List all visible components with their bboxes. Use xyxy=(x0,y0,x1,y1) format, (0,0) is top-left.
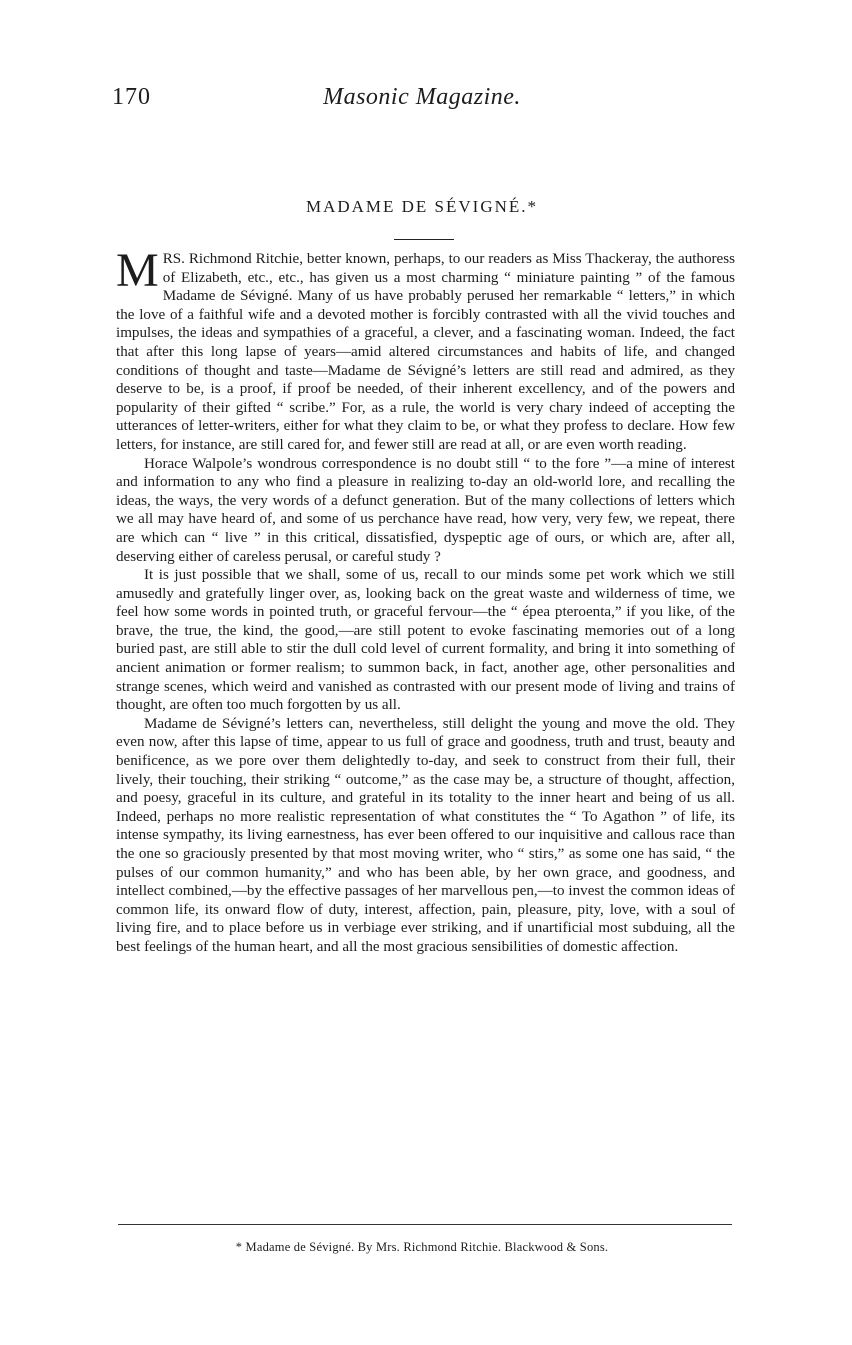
paragraph-2: Horace Walpole’s wondrous correspondence is no doubt still “ to the fore ”—a mine of interest and information to any who find a pleasure in realizing to-day an old-world lore, and recalling the ideas, the ways, the very words of a defunct generation. But of the many collections of letters which we all may have heard of, and some of us perchance have read, how very, very few, we repeat, there are which can “ live ” in this critical, dissatisfied, dyspeptic age of ours, or which are, after all, deserving either of careless perusal, or careful study ? xyxy=(116,455,735,565)
magazine-title: Masonic Magazine. xyxy=(323,84,521,110)
paragraph-4: Madame de Sévigné’s letters can, nevertheless, still delight the young and move the old. They even now, after this lapse of time, appear to us full of grace and goodness, truth and trust, beauty and benificence, as we pore over them delightedly to-day, and seek to construct from their full, their lively, their touching, their striking “ outcome,” as the case may be, a structure of thought, affection, and poesy, graceful in its culture, and grateful in its totality to the inner heart and being of us all. Indeed, perhaps no more realistic representation of what constitutes the “ To Agathon ” of life, its intense sympathy, its living earnestness, has ever been offered to our inquisitive and callous race than the one so graciously presented by that most moving writer, who “ stirs,” as some one has said, “ the pulses of our common humanity,” and who has been able, by her own grace, and goodness, and intellect combined,—by the effective passages of her marvellous pen,—to invest the common ideas of common life, its onward flow of duty, interest, affection, pain, pleasure, pity, love, with a soul of living fire, and to place before us in verbiage ever striking, and if unartificial most subduing, all the best feelings of the human heart, and all the most gracious sensibilities of domestic affection. xyxy=(116,715,735,955)
paragraph-1-text: RS. Richmond Ritchie, better known, perhaps, to our readers as Miss Thackeray, the authoress of Elizabeth, etc., etc., has given us a most charming “ miniature painting ” of the famous Madame de Sévigné. Many of us have probably perused her remarkable “ letters,” in which the love of a faithful wife and a devoted mother is forcibly contrasted with all the vivid touches and impulses, the ideas and sympathies of a graceful, a clever, and a fascinating woman. Indeed, the fact that after this long lapse of years—amid altered circumstances and habits of life, and changed conditions of thought and taste—Madame de Sévigné’s letters are still read and admired, as they deserve to be, is a proof, if proof be needed, of their inherent excellency, and of the powers and popularity of their gifted “ scribe.” For, as a rule, the world is very chary indeed of accepting the utterances of letter-writers, either for what they claim to be, or what they profess to declare. How few letters, for instance, are still cared for, and fewer still are read at all, or are even worth reading. xyxy=(116,251,735,453)
paragraph-3: It is just possible that we shall, some of us, recall to our minds some pet work which we still amusedly and gratefully linger over, as, looking back on the great waste and wilderness of time, we feel how some words in pointed truth, or graceful fervour—the “ épea pteroenta,” if you like, of the brave, the true, the kind, the good,—are still potent to evoke fascinating memories out of a long buried past, are still able to stir the dull cold level of current formality, and bring it into something of ancient animation or former realism; to summon back, in fact, another age, other personalities and strange scenes, which weird and vanished as contrasted with our present mode of living and trains of thought, are often too much forgotten by us all. xyxy=(116,567,735,714)
footnote: * Madame de Sévigné. By Mrs. Richmond Ritchie. Blackwood & Sons. xyxy=(235,1240,609,1254)
title-divider xyxy=(394,239,454,240)
paragraph-1 xyxy=(116,244,735,455)
running-head xyxy=(112,84,732,114)
article-title: MADAME DE SÉVIGNÉ.* xyxy=(305,197,539,216)
page-number: 170 xyxy=(112,84,151,110)
article-body xyxy=(116,244,735,957)
footnote-divider xyxy=(118,1224,732,1225)
drop-cap: M xyxy=(116,244,159,297)
